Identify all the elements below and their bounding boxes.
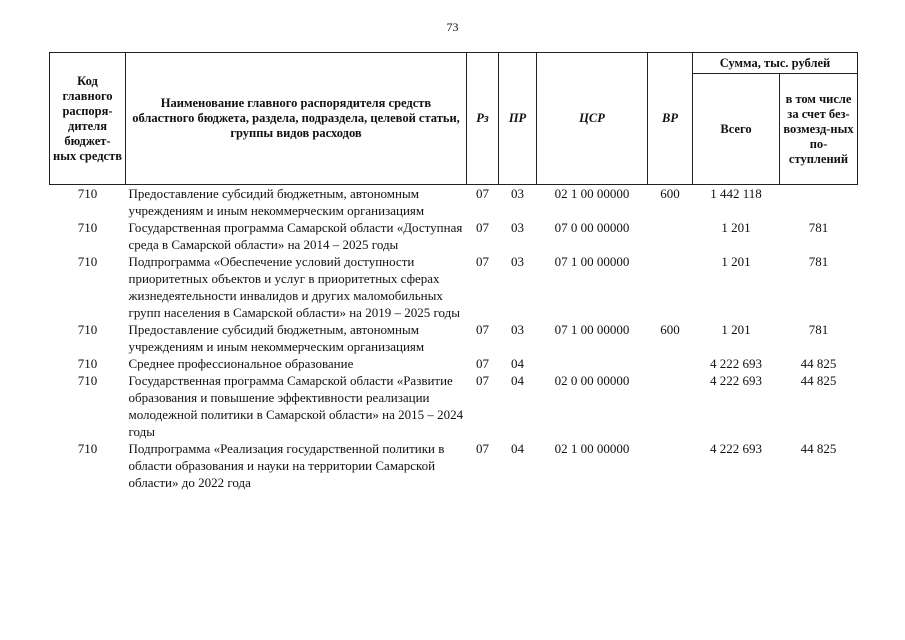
cell-csr [537,355,648,372]
cell-code: 710 [77,186,98,201]
cell-csr: 02 1 00 00000 [554,186,630,201]
header-sum: Сумма, тыс. рублей [693,53,858,74]
table-row [50,185,858,220]
cell-name: Среднее профессиональное образование [128,356,354,371]
table-header [50,53,858,185]
cell-vr [648,355,693,372]
cell-vr: 600 [660,186,680,201]
cell-pr: 03 [511,322,524,337]
cell-code: 710 [77,220,98,235]
cell-pr: 03 [511,220,524,235]
cell-code: 710 [77,322,98,337]
cell-code: 710 [77,356,98,371]
cell-vr [648,253,693,321]
header-code: Код главного распоря-дителя бюджет-ных средств [50,53,126,185]
cell-gratuitous [780,185,858,220]
cell-name: Подпрограмма «Обеспечение условий доступности приоритетных объектов и услуг в приоритетных сферах жизнедеятельности инвалидов и других маломобильных групп населения в Самарской области» на 2019 – 2025 годы [128,254,460,320]
cell-gratuitous: 44 825 [800,373,837,388]
cell-rz: 07 [476,220,489,235]
header-vr: ВР [648,53,693,185]
header-gratuitous: в том числе за счет без-возмезд-ных по-ступлений [780,74,858,185]
cell-rz: 07 [476,254,489,269]
cell-rz: 07 [476,356,489,371]
cell-rz: 07 [476,373,489,388]
cell-gratuitous: 44 825 [800,441,837,456]
cell-name: Государственная программа Самарской области «Доступная среда в Самарской области» на 2014 – 2025 годы [128,220,463,252]
cell-total: 1 442 118 [710,186,762,201]
cell-rz: 07 [476,322,489,337]
cell-name: Предоставление субсидий бюджетным, автономным учреждениям и иным некоммерческим организациям [128,322,425,354]
cell-gratuitous: 781 [808,254,829,269]
cell-name: Подпрограмма «Реализация государственной политики в области образования и науки на территории Самарской области» до 2022 года [128,441,445,490]
cell-vr [648,372,693,440]
cell-pr: 04 [511,373,524,388]
table-row [50,321,858,355]
table-row [50,219,858,253]
cell-total: 1 201 [721,254,751,269]
header-name: Наименование главного распорядителя средств областного бюджета, раздела, подраздела, целевой статьи, группы видов расходов [126,53,467,185]
table-row [50,440,858,491]
cell-rz: 07 [476,441,489,456]
cell-name: Государственная программа Самарской области «Развитие образования и повышение эффективности реализации молодежной политики в Самарской области» на 2015 – 2024 годы [128,373,464,439]
header-rz: Рз [467,53,499,185]
cell-total: 1 201 [721,322,751,337]
header-total: Всего [693,74,780,185]
cell-csr: 07 1 00 00000 [554,322,630,337]
cell-vr [648,219,693,253]
cell-total: 4 222 693 [710,373,762,388]
header-csr: ЦСР [537,53,648,185]
cell-pr: 03 [511,254,524,269]
cell-gratuitous: 781 [808,322,829,337]
cell-gratuitous: 781 [808,220,829,235]
cell-code: 710 [77,441,98,456]
cell-total: 4 222 693 [710,441,762,456]
table-row [50,372,858,440]
table-row [50,355,858,372]
cell-csr: 07 1 00 00000 [554,254,630,269]
cell-vr [648,440,693,491]
cell-name: Предоставление субсидий бюджетным, автономным учреждениям и иным некоммерческим организациям [128,186,425,218]
cell-code: 710 [77,373,98,388]
cell-total: 4 222 693 [710,356,762,371]
cell-csr: 02 0 00 00000 [554,373,630,388]
cell-pr: 03 [511,186,524,201]
cell-pr: 04 [511,356,524,371]
cell-vr: 600 [660,322,680,337]
cell-rz: 07 [476,186,489,201]
table-row [50,253,858,321]
cell-csr: 07 0 00 00000 [554,220,630,235]
budget-table [49,52,858,491]
table-body [50,185,858,492]
cell-gratuitous: 44 825 [800,356,837,371]
cell-csr: 02 1 00 00000 [554,441,630,456]
cell-total: 1 201 [721,220,751,235]
cell-code: 710 [77,254,98,269]
header-pr: ПР [499,53,537,185]
page-number: 73 [446,20,459,34]
cell-pr: 04 [511,441,524,456]
